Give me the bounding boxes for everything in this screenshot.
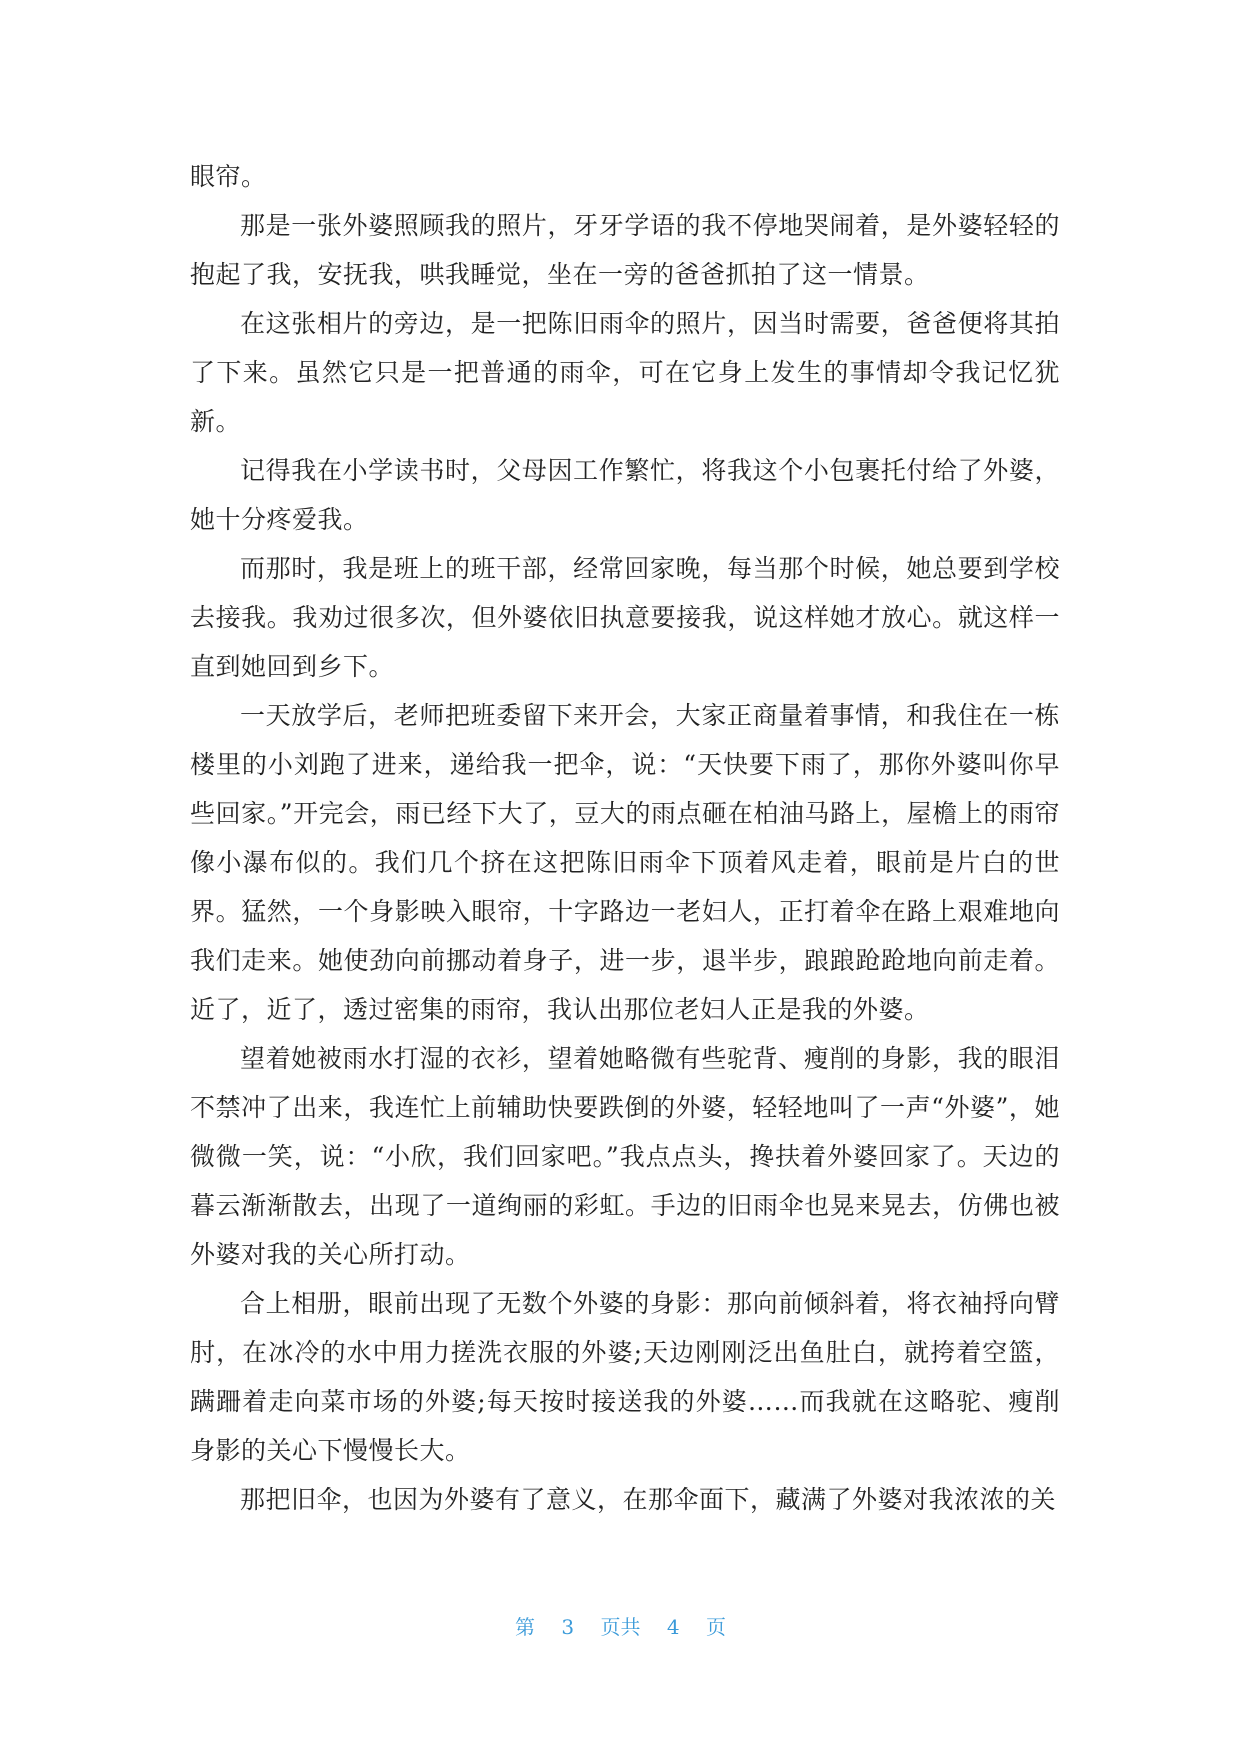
document-body bbox=[190, 152, 1060, 1524]
paragraph: 在这张相片的旁边，是一把陈旧雨伞的照片，因当时需要，爸爸便将其拍了下来。虽然它只是一把普通的雨伞，可在它身上发生的事情却令我记忆犹新。 bbox=[190, 309, 1060, 436]
footer-total-pages: 4 bbox=[666, 1615, 680, 1639]
footer-prefix: 第 bbox=[515, 1615, 536, 1639]
paragraph: 眼帘。 bbox=[190, 162, 267, 191]
footer-middle: 页共 bbox=[600, 1615, 641, 1639]
paragraph: 那把旧伞，也因为外婆有了意义，在那伞面下，藏满了外婆对我浓浓的关 bbox=[240, 1485, 1057, 1514]
page-footer bbox=[0, 1611, 1241, 1640]
paragraph: 一天放学后，老师把班委留下来开会，大家正商量着事情，和我住在一栋楼里的小刘跑了进来，递给我一把伞，说：“天快要下雨了，那你外婆叫你早些回家。”开完会，雨已经下大了，豆大的雨点砸在柏油马路上，屋檐上的雨帘像小瀑布似的。我们几个挤在这把陈旧雨伞下顶着风走着，眼前是片白的世界。猛然，一个身影映入眼帘，十字路边一老妇人，正打着伞在路上艰难地向我们走来。她使劲向前挪动着身子，进一步，退半步，踉踉跄跄地向前走着。近了，近了，透过密集的雨帘，我认出那位老妇人正是我的外婆。 bbox=[190, 701, 1060, 1024]
paragraph: 而那时，我是班上的班干部，经常回家晚，每当那个时候，她总要到学校去接我。我劝过很多次，但外婆依旧执意要接我，说这样她才放心。就这样一直到她回到乡下。 bbox=[190, 554, 1060, 681]
paragraph: 合上相册，眼前出现了无数个外婆的身影：那向前倾斜着，将衣袖捋向臂肘，在冰冷的水中用力搓洗衣服的外婆;天边刚刚泛出鱼肚白，就挎着空篮，蹒跚着走向菜市场的外婆;每天按时接送我的外婆……而我就在这略驼、瘦削身影的关心下慢慢长大。 bbox=[190, 1289, 1060, 1465]
paragraph: 那是一张外婆照顾我的照片，牙牙学语的我不停地哭闹着，是外婆轻轻的抱起了我，安抚我，哄我睡觉，坐在一旁的爸爸抓拍了这一情景。 bbox=[190, 211, 1060, 289]
paragraph: 记得我在小学读书时，父母因工作繁忙，将我这个小包裹托付给了外婆，她十分疼爱我。 bbox=[190, 456, 1060, 534]
paragraph: 望着她被雨水打湿的衣衫，望着她略微有些驼背、瘦削的身影，我的眼泪不禁冲了出来，我连忙上前辅助快要跌倒的外婆，轻轻地叫了一声“外婆”，她微微一笑，说：“小欣，我们回家吧。”我点点头，搀扶着外婆回家了。天边的暮云渐渐散去，出现了一道绚丽的彩虹。手边的旧雨伞也晃来晃去，仿佛也被外婆对我的关心所打动。 bbox=[190, 1044, 1060, 1269]
footer-suffix: 页 bbox=[705, 1615, 726, 1639]
footer-current-page: 3 bbox=[561, 1615, 575, 1639]
